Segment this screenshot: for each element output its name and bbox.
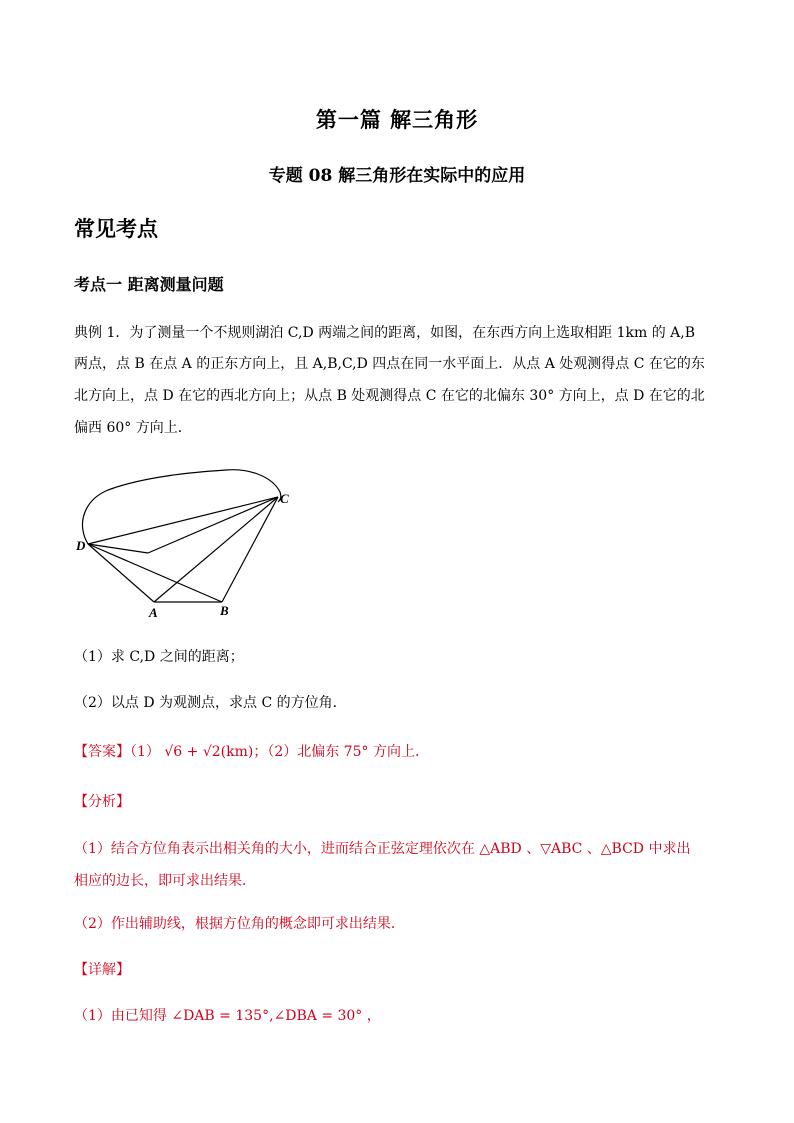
lake-outline bbox=[82, 470, 280, 544]
lake-figure bbox=[76, 462, 306, 622]
document-title: 第一篇 解三角形 bbox=[315, 107, 479, 132]
label-d: D bbox=[76, 538, 86, 553]
answer-body: （1） √6 + √2(km)；（2）北偏东 75° 方向上． bbox=[130, 744, 429, 760]
point-heading: 考点一 距离测量问题 bbox=[74, 275, 224, 294]
document-subtitle: 专题 08 解三角形在实际中的应用 bbox=[268, 166, 526, 186]
segment-bc bbox=[222, 497, 278, 602]
analysis-line-2: 相应的边长，即可求出结果． bbox=[74, 873, 256, 889]
answer-line bbox=[74, 737, 724, 768]
label-b: B bbox=[220, 603, 229, 618]
question-2: （2）以点 D 为观测点，求点 C 的方位角． bbox=[74, 695, 347, 711]
label-a: A bbox=[149, 605, 158, 620]
detail-line-1: （1）由已知得 ∠DAB = 135°,∠DBA = 30° ， bbox=[74, 1008, 381, 1024]
analysis-line-1: （1）结合方位角表示出相关角的大小，进而结合正弦定理依次在 △ABD 、▽ABC 、△BCD 中求出 bbox=[74, 841, 691, 857]
label-c: C bbox=[280, 491, 289, 506]
answer-tag: 【答案】 bbox=[74, 744, 130, 760]
detail-tag: 【详解】 bbox=[74, 962, 130, 978]
example-line-4: 偏西 60° 方向上． bbox=[74, 420, 192, 436]
section-heading: 常见考点 bbox=[74, 216, 158, 241]
analysis-line-3: （2）作出辅助线，根据方位角的概念即可求出结果． bbox=[74, 916, 405, 932]
example-line-3: 北方向上，点 D 在它的西北方向上；从点 B 处观测得点 C 在它的北偏东 30° 方向上，点 D 在它的北 bbox=[74, 388, 705, 404]
example-line-1: 典例 1．为了测量一个不规则湖泊 C,D 两端之间的距离，如图，在东西方向上选取相距 1km 的 A,B bbox=[74, 325, 696, 341]
question-1: （1）求 C,D 之间的距离； bbox=[74, 649, 244, 665]
analysis-tag: 【分析】 bbox=[74, 794, 130, 810]
segment-aux-c bbox=[148, 497, 278, 553]
segment-db bbox=[88, 544, 222, 602]
example-line-2: 两点，点 B 在点 A 的正东方向上，且 A,B,C,D 四点在同一水平面上．从点 A 处观测得点 C 在它的东 bbox=[74, 356, 705, 372]
